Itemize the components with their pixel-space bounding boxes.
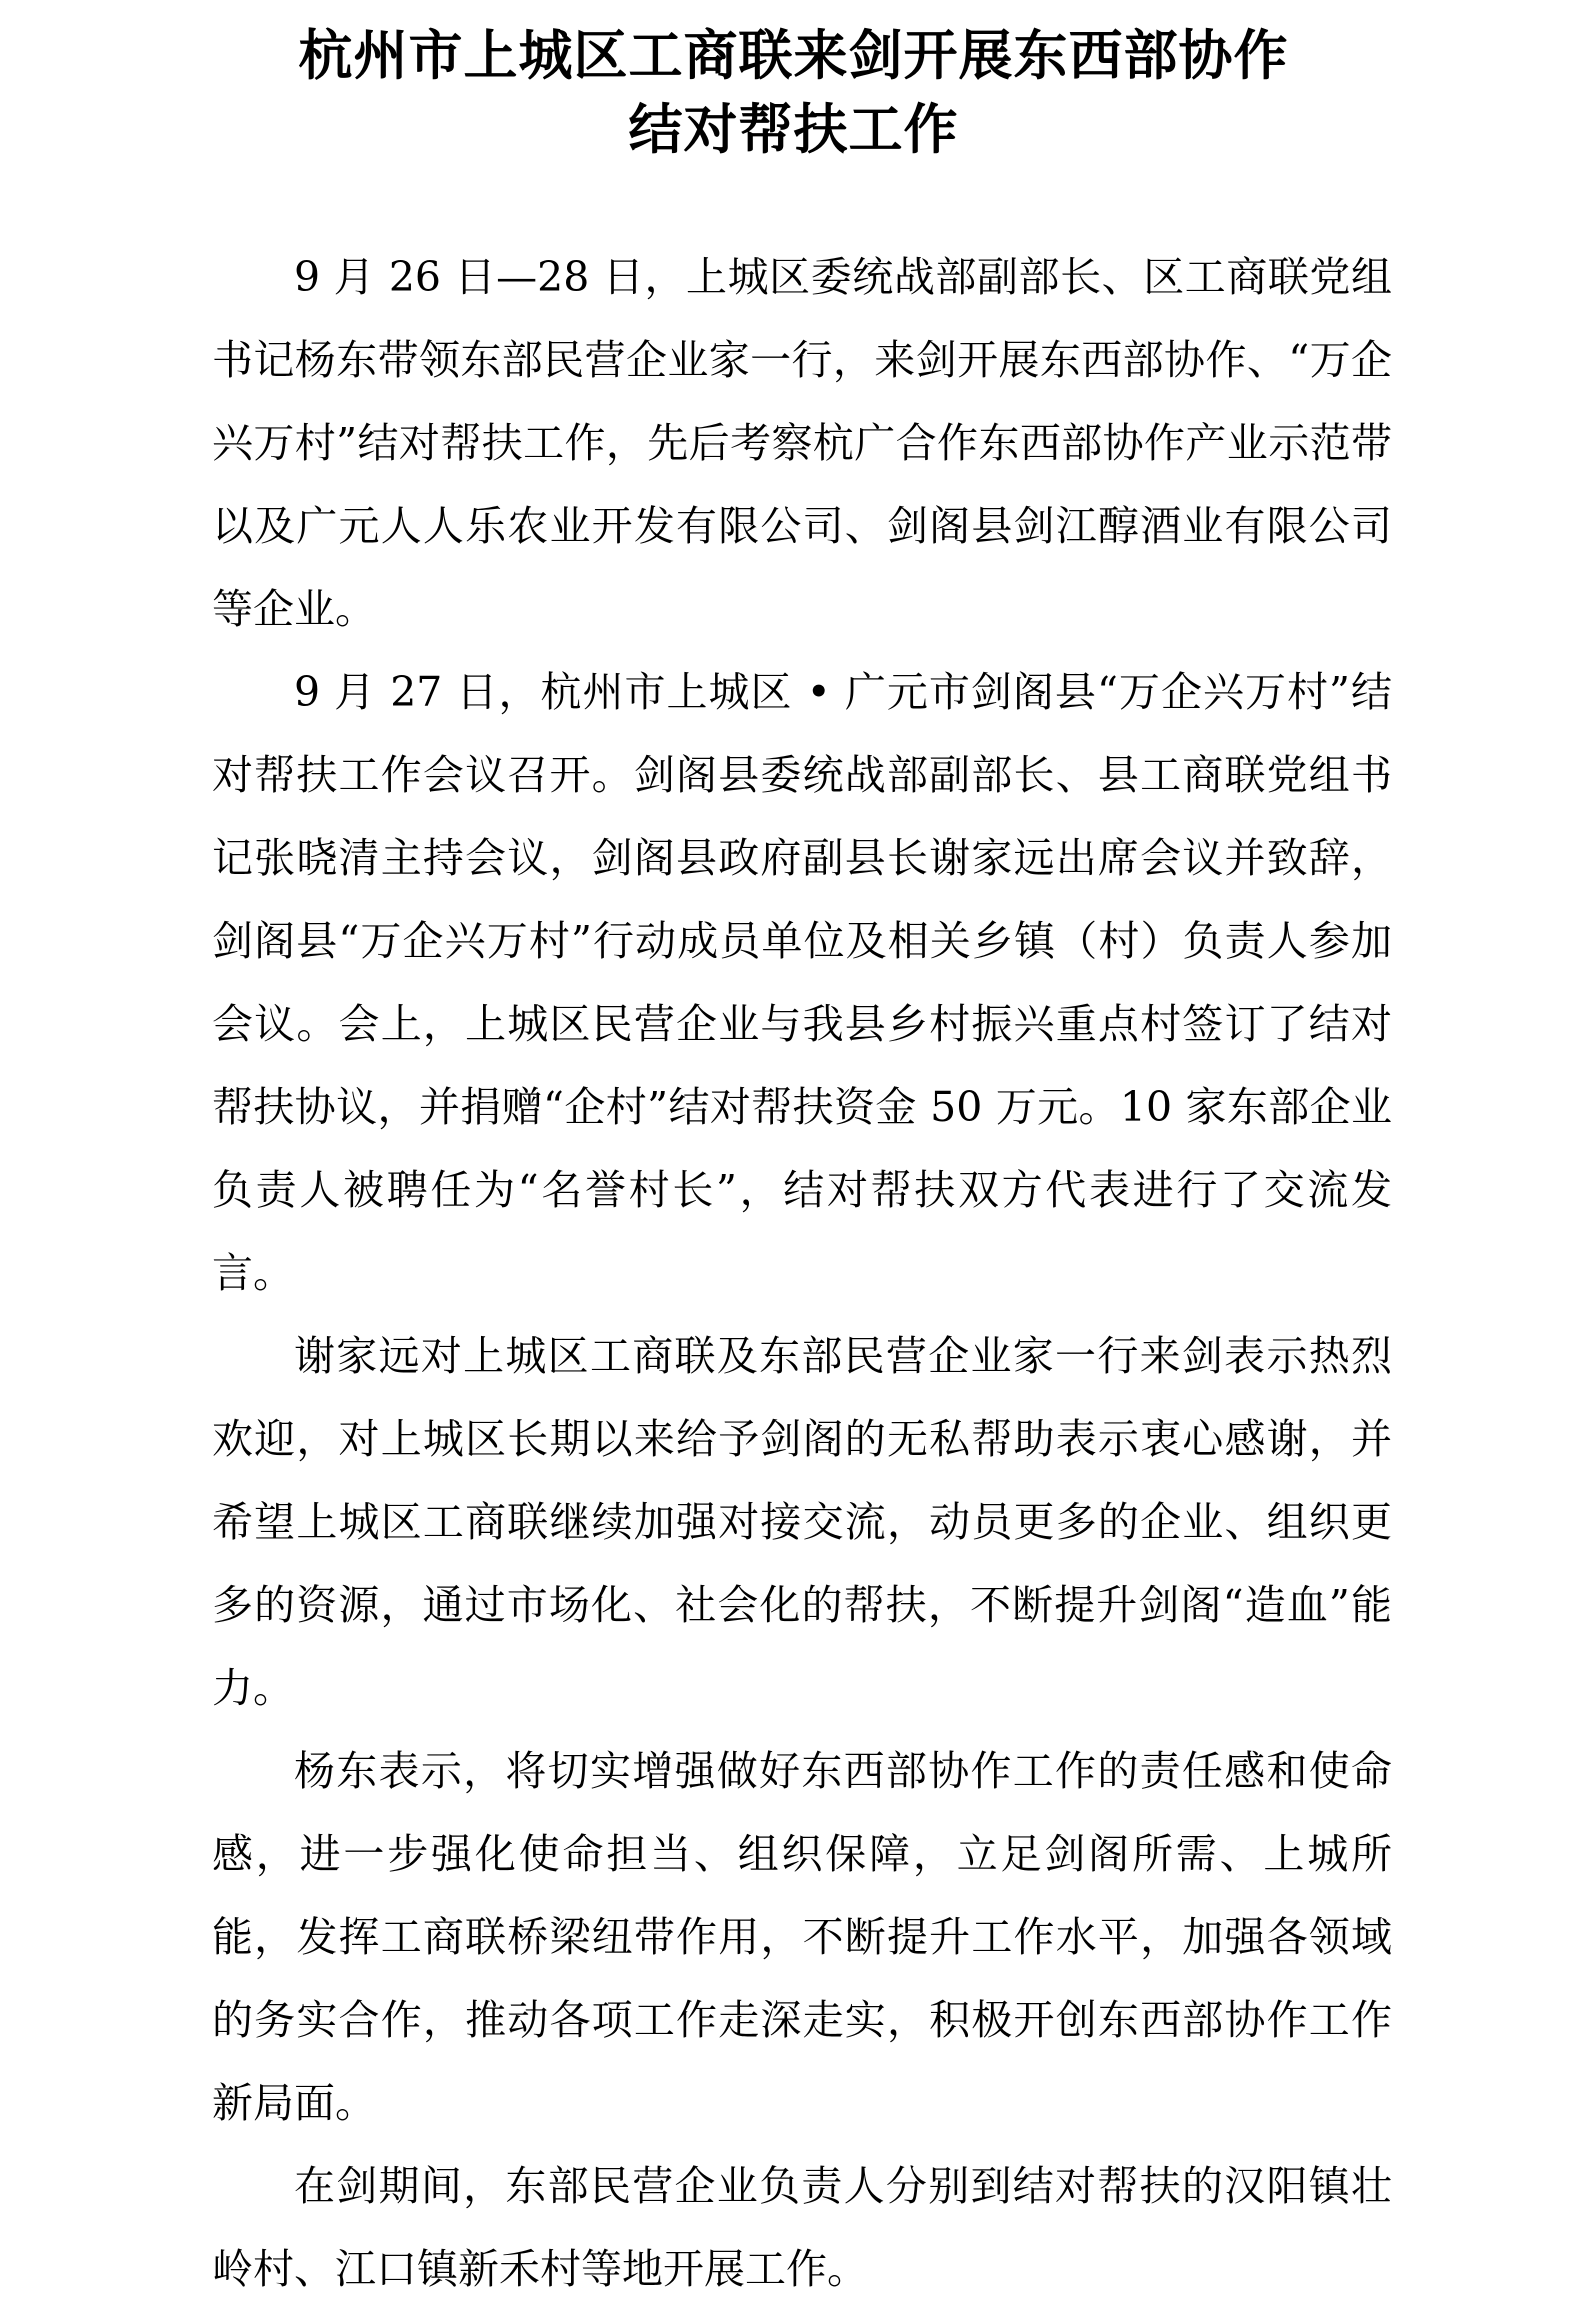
paragraph-1: 9 月 26 日—28 日，上城区委统战部副部长、区工商联党组书记杨东带领东部民营企业家一行，来剑开展东西部协作、“万企兴万村”结对帮扶工作，先后考察杭广合作东西部协作产业示范带以及广元人人乐农业开发有限公司、剑阁县剑江醇酒业有限公司等企业。	[212, 253, 1392, 633]
title-line-1: 杭州市上城区工商联来剑开展东西部协作	[298, 23, 1289, 87]
paragraph-5: 在剑期间，东部民营企业负责人分别到结对帮扶的汉阳镇壮岭村、江口镇新禾村等地开展工作。	[212, 2162, 1392, 2293]
paragraph-3: 谢家远对上城区工商联及东部民营企业家一行来剑表示热烈欢迎，对上城区长期以来给予剑阁的无私帮助表示衷心感谢，并希望上城区工商联继续加强对接交流，动员更多的企业、组织更多的资源，通过市场化、社会化的帮扶，不断提升剑阁“造血”能力。	[212, 1332, 1392, 1712]
paragraph-4: 杨东表示，将切实增强做好东西部协作工作的责任感和使命感，进一步强化使命担当、组织保障，立足剑阁所需、上城所能，发挥工商联桥梁纽带作用，不断提升工作水平，加强各领域的务实合作，推动各项工作走深走实，积极开创东西部协作工作新局面。	[212, 1747, 1392, 2127]
paragraph-2: 9 月 27 日，杭州市上城区 • 广元市剑阁县“万企兴万村”结对帮扶工作会议召开。剑阁县委统战部副部长、县工商联党组书记张晓清主持会议，剑阁县政府副县长谢家远出席会议并致辞，剑阁县“万企兴万村”行动成员单位及相关乡镇（村）负责人参加会议。会上，上城区民营企业与我县乡村振兴重点村签订了结对帮扶协议，并捐赠“企村”结对帮扶资金 50 万元。10 家东部企业负责人被聘任为“名誉村长”，结对帮扶双方代表进行了交流发言。	[212, 668, 1392, 1297]
page-title	[0, 18, 1587, 166]
title-line-2: 结对帮扶工作	[628, 97, 959, 161]
article-body	[212, 236, 1392, 2311]
